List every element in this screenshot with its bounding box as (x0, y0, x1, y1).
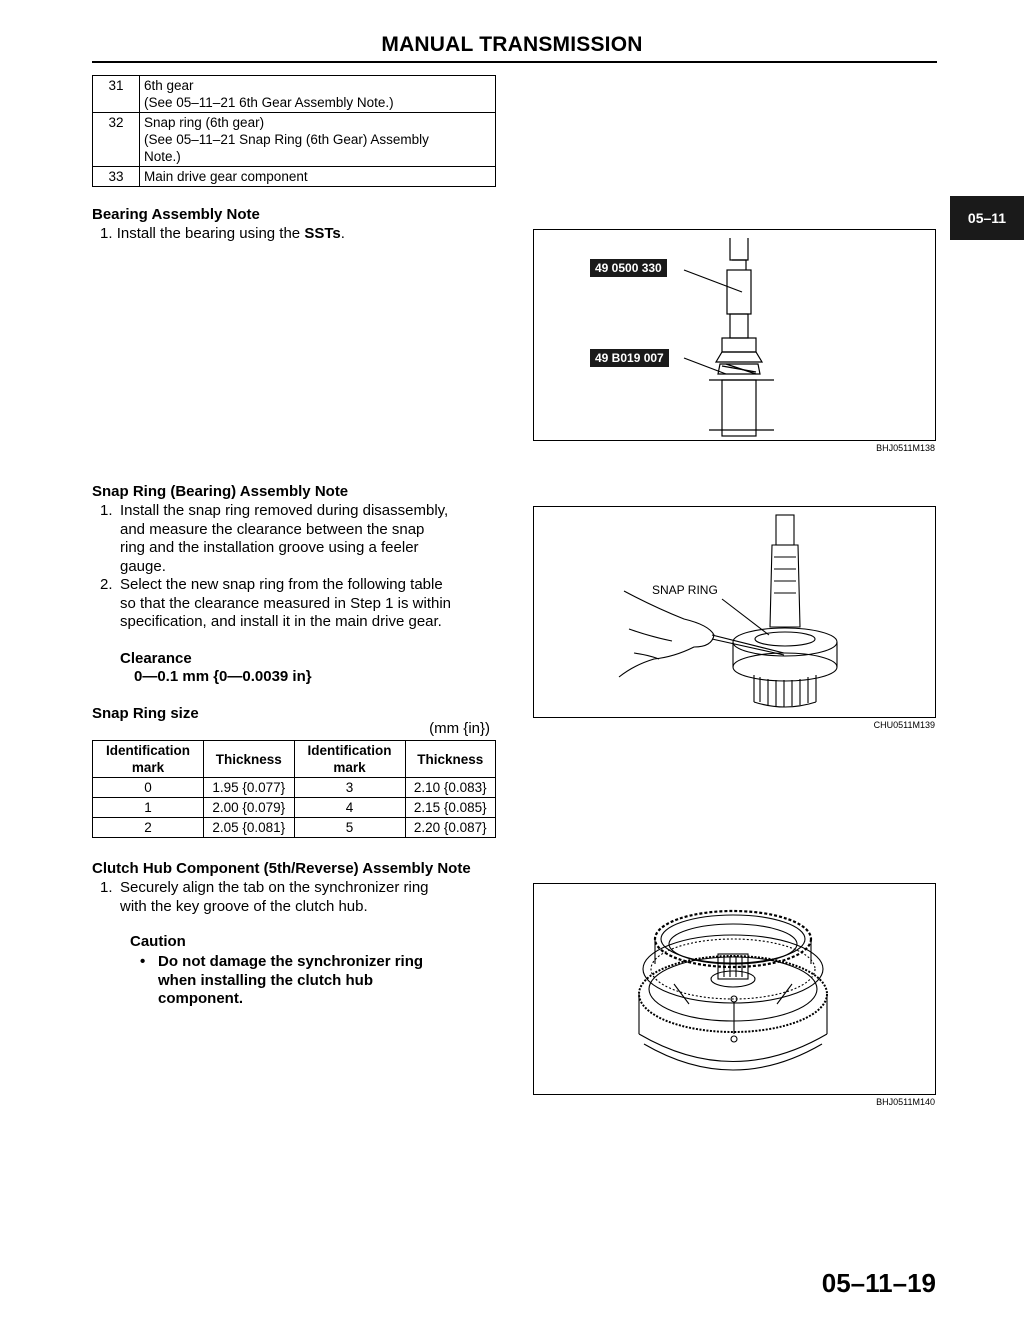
table-cell: 2.10 {0.083} (405, 778, 496, 798)
figure-id: BHJ0511M140 (876, 1097, 935, 1107)
clutch-hub-illustration (534, 884, 935, 1094)
table-cell: 4 (294, 798, 405, 818)
caution-item (140, 953, 423, 1009)
page-title: MANUAL TRANSMISSION (381, 33, 643, 56)
step-number: 1. (100, 879, 113, 896)
column-header: Identification mark (294, 741, 405, 778)
snap-ring-step-1 (100, 502, 500, 576)
table-cell: 2 (93, 818, 204, 838)
table-cell: 1 (93, 798, 204, 818)
table-row (93, 818, 496, 838)
table-row (93, 778, 496, 798)
description-line: (See 05–11–21 6th Gear Assembly Note.) (144, 95, 394, 110)
snap-ring-callout: SNAP RING (652, 583, 718, 597)
description-line: Snap ring (6th gear) (144, 115, 265, 130)
sst-label-top: 49 0500 330 (590, 259, 667, 277)
table-cell: 2.20 {0.087} (405, 818, 496, 838)
part-number: 33 (93, 167, 140, 187)
part-number: 32 (93, 113, 140, 167)
step-number: 2. (100, 576, 113, 593)
step-number: 1. (100, 225, 113, 242)
step-end: . (340, 225, 345, 242)
table-row (93, 167, 496, 187)
parts-table (92, 75, 496, 187)
table-unit: (mm {in}) (429, 720, 490, 737)
table-cell: 3 (294, 778, 405, 798)
step-number: 1. (100, 502, 113, 519)
bearing-step-1 (100, 225, 345, 244)
header-divider (92, 61, 937, 63)
clearance-label: Clearance (120, 650, 192, 667)
step-line: with the key groove of the clutch hub. (120, 897, 368, 915)
step-line: so that the clearance measured in Step 1 is within (120, 594, 452, 612)
part-number: 31 (93, 76, 140, 113)
figure-id: CHU0511M139 (873, 720, 935, 730)
part-description (140, 167, 496, 187)
description-line: 6th gear (144, 78, 194, 93)
step-line: and measure the clearance between the snap (120, 520, 425, 538)
table-cell: 2.15 {0.085} (405, 798, 496, 818)
clutch-hub-step-1 (100, 879, 429, 916)
table-cell: 5 (294, 818, 405, 838)
step-line: specification, and install it in the main drive gear. (120, 613, 442, 630)
snap-ring-step-2 (100, 576, 500, 632)
caution-label: Caution (130, 933, 186, 950)
caution-line: when installing the clutch hub (158, 971, 374, 989)
snap-ring-size-table (92, 740, 496, 838)
table-row (93, 76, 496, 113)
column-header: Identification mark (93, 741, 204, 778)
figure-id: BHJ0511M138 (876, 443, 935, 453)
snap-ring-illustration (534, 507, 935, 717)
section-tab: 05–11 (950, 196, 1024, 240)
step-bold: SSTs (304, 225, 341, 242)
bearing-figure (533, 229, 936, 441)
table-header-row (93, 741, 496, 778)
sst-label-bottom: 49 B019 007 (590, 349, 669, 367)
snap-ring-figure (533, 506, 936, 718)
snap-ring-steps (100, 502, 500, 632)
part-description (140, 76, 496, 113)
caution-text (158, 953, 423, 1009)
step-line: ring and the installation groove using a feeler (120, 539, 419, 556)
table-cell: 2.00 {0.079} (204, 798, 295, 818)
table-cell: 0 (93, 778, 204, 798)
snap-ring-note-title: Snap Ring (Bearing) Assembly Note (92, 483, 349, 500)
table-row (93, 798, 496, 818)
part-description (140, 113, 496, 167)
description-line: Note.) (144, 149, 181, 164)
caution-line: Do not damage the synchronizer ring (158, 953, 424, 970)
description-line: (See 05–11–21 Snap Ring (6th Gear) Assembly (144, 132, 429, 147)
step-line: Securely align the tab on the synchronizer ring (120, 879, 429, 896)
clearance-value: 0—0.1 mm {0—0.0039 in} (134, 668, 312, 685)
step-line: Install the snap ring removed during disassembly, (120, 502, 449, 519)
caution-line: component. (158, 990, 243, 1007)
table-cell: 1.95 {0.077} (204, 778, 295, 798)
clutch-hub-figure (533, 883, 936, 1095)
column-header: Thickness (405, 741, 496, 778)
step-text (120, 502, 448, 576)
description-line: Main drive gear component (144, 169, 308, 184)
bearing-note-title: Bearing Assembly Note (92, 206, 260, 223)
step-text (120, 576, 451, 632)
table-row (93, 113, 496, 167)
column-header: Thickness (204, 741, 295, 778)
step-text: Install the bearing using the (116, 225, 305, 242)
step-text (120, 879, 429, 916)
bullet-icon: • (140, 953, 146, 970)
table-cell: 2.05 {0.081} (204, 818, 295, 838)
snap-ring-size-title: Snap Ring size (92, 705, 199, 722)
step-line: gauge. (120, 557, 166, 575)
page-number: 05–11–19 (821, 1268, 936, 1298)
clutch-hub-note-title: Clutch Hub Component (5th/Reverse) Assembly Note (92, 860, 471, 877)
step-line: Select the new snap ring from the following table (120, 576, 443, 593)
